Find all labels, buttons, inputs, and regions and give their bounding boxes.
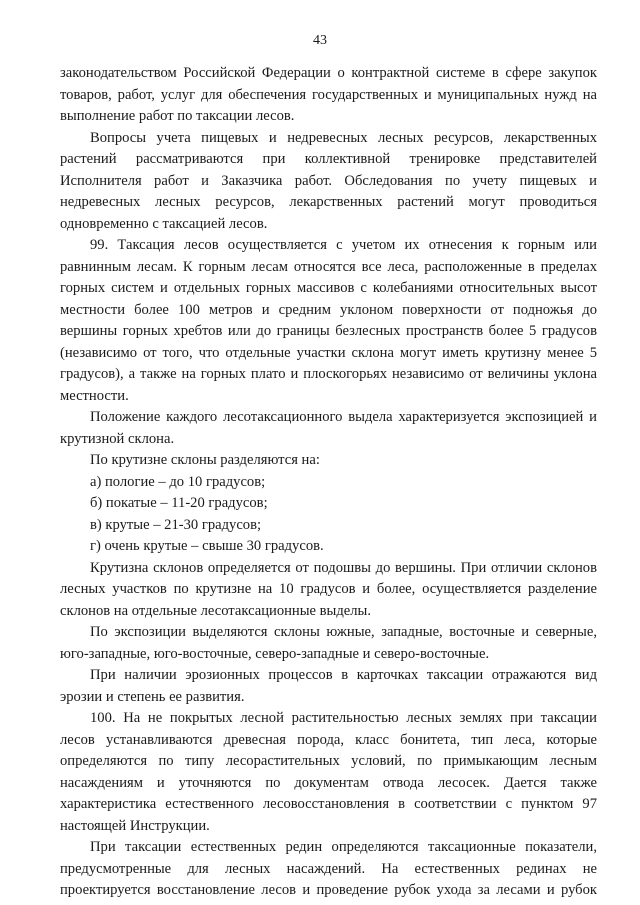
paragraph: Крутизна склонов определяется от подошвы до вершины. При отличии склонов лесных участков по крутизне на 10 градусов и более, осуществляется разделение склонов на отдельные лесотаксационные выделы.	[60, 559, 597, 619]
page-number: 43	[313, 33, 327, 48]
document-body	[60, 63, 597, 902]
paragraph: При наличии эрозионных процессов в карточках таксации отражаются вид эрозии и степень ее развития.	[60, 667, 597, 705]
paragraph: По экспозиции выделяются склоны южные, западные, восточные и северные, юго-западные, юго-восточные, северо-западные и северо-восточные.	[60, 624, 597, 662]
list-item: а) пологие – до 10 градусов;	[90, 473, 266, 490]
paragraph: Положение каждого лесотаксационного выдела характеризуется экспозицией и крутизной склона.	[60, 409, 597, 447]
paragraph: Вопросы учета пищевых и недревесных лесных ресурсов, лекарственных растений рассматриваются при коллективной тренировке представителей Исполнителя работ и Заказчика работ. Обследования по учету пищевых и недревесных лесных ресурсов, лекарственных растений могут проводиться одновременно с таксацией лесов.	[60, 129, 597, 232]
paragraph: 100. На не покрытых лесной растительностью лесных землях при таксации лесов устанавливаются древесная порода, класс бонитета, тип леса, которые определяются по типу лесорастительных условий, по примыкающим лесным насаждениям и уточняются по документам отвода лесосек. Дается также характеристика естественного лесовосстановления в соответствии с пунктом 97 настоящей Инструкции.	[60, 710, 597, 834]
paragraph: законодательством Российской Федерации о контрактной системе в сфере закупок товаров, работ, услуг для обеспечения государственных и муниципальных нужд на выполнение работ по таксации лесов.	[60, 65, 597, 124]
list-item: б) покатые – 11-20 градусов;	[90, 495, 268, 511]
list-item: г) очень крутые – свыше 30 градусов.	[90, 538, 324, 554]
list-item: По крутизне склоны разделяются на:	[90, 452, 320, 468]
paragraph: 99. Таксация лесов осуществляется с учетом их отнесения к горным или равнинным лесам. К горным лесам относятся все леса, расположенные в пределах горных систем и отдельных горных массивов с колебаниями относительных высот местности более 100 метров и средним уклоном поверхности от подножья до вершины горных хребтов или до границы безлесных пространств более 5 градусов (независимо от того, что отдельные участки склона могут иметь крутизну менее 5 градусов), а также на горных плато и плоскогорьях независимо от величины уклона местности.	[60, 237, 597, 404]
list-item: в) крутые – 21-30 градусов;	[90, 516, 262, 533]
paragraph: При таксации естественных редин определяются таксационные показатели, предусмотренные для лесных насаждений. На естественных рединах не проектируется восстановление лесов и проведение рубок ухода за лесами и рубок	[60, 839, 597, 898]
